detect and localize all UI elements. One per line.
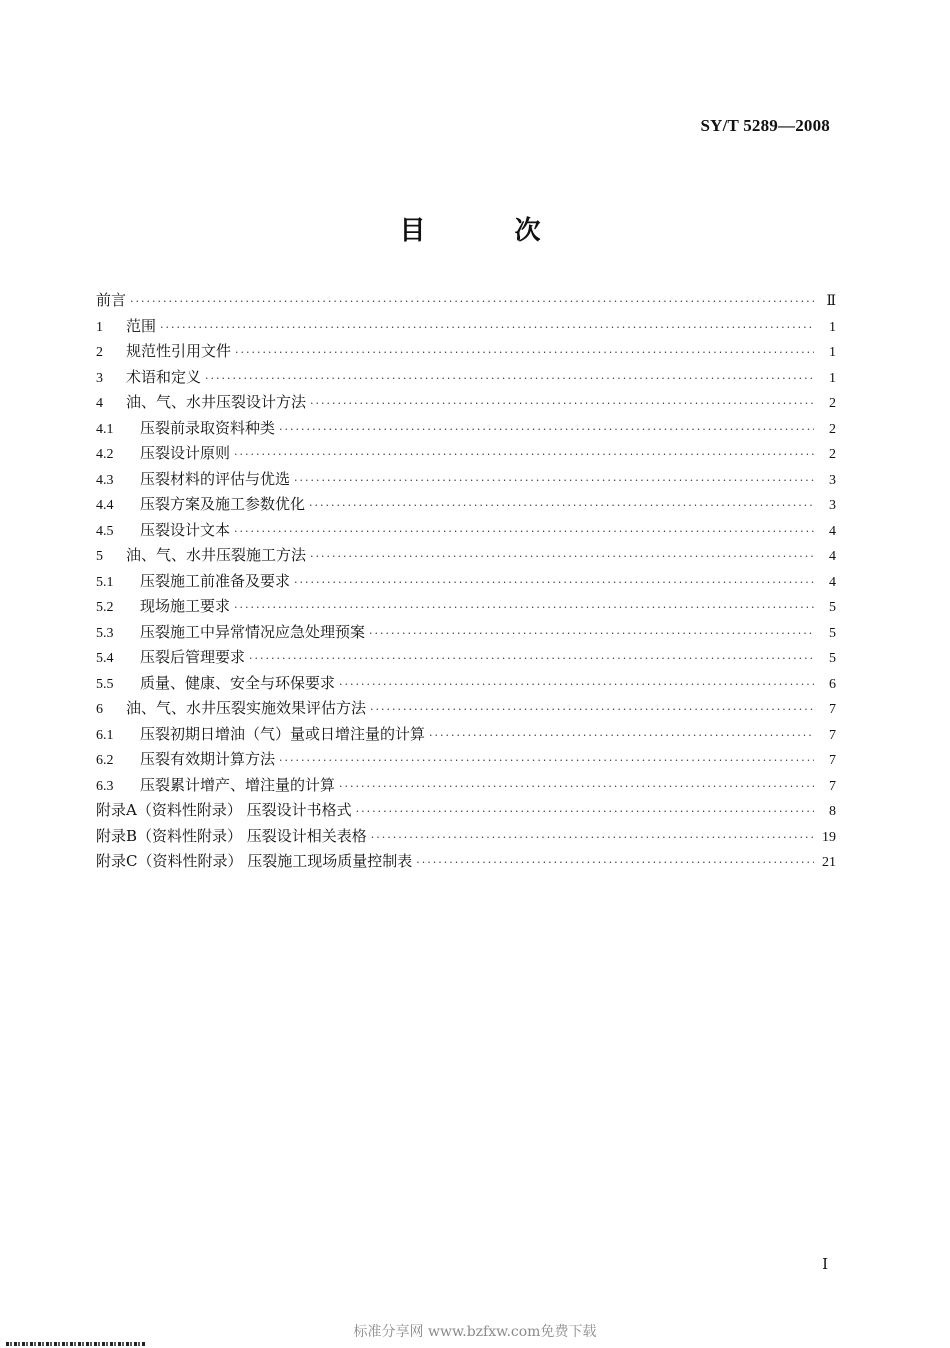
standard-code: SY/T 5289—2008	[700, 116, 830, 135]
toc-entry-number: 6.2	[96, 753, 114, 768]
toc-entry[interactable]	[96, 288, 836, 314]
toc-entry-number: 5.4	[96, 651, 114, 666]
toc-entry-page: 3	[829, 472, 836, 488]
toc-leader-dots	[429, 723, 814, 749]
toc-entry-number: 4.4	[96, 498, 114, 513]
toc-entry-page: 7	[829, 778, 836, 794]
toc-entry-label: 压裂后管理要求	[140, 648, 246, 666]
toc-entry[interactable]	[96, 645, 836, 671]
toc-entry-page: 3	[829, 498, 836, 513]
toc-entry-page: 21	[822, 855, 836, 870]
toc-entry[interactable]	[96, 365, 836, 391]
toc-entry[interactable]	[96, 467, 836, 493]
toc-leader-dots	[371, 825, 814, 851]
toc-entry-number: 4.1	[96, 421, 114, 437]
toc-entry-number: 5	[96, 549, 103, 564]
toc-entry-number: 4.2	[96, 447, 114, 462]
toc-entry[interactable]	[96, 416, 836, 442]
toc-entry-page: 19	[822, 829, 836, 845]
toc-leader-dots	[294, 570, 814, 596]
toc-entry-label: 压裂前录取资料种类	[140, 418, 276, 437]
toc-entry[interactable]	[96, 339, 836, 365]
toc-entry-number: 5.5	[96, 676, 114, 692]
toc-entry-label: 油、气、水井压裂实施效果评估方法	[126, 699, 367, 717]
toc-entry-label: 术语和定义	[126, 367, 202, 386]
toc-entry-label: 压裂施工中异常情况应急处理预案	[140, 622, 366, 641]
toc-entry-label: 压裂初期日增油（气）量或日增注量的计算	[140, 724, 426, 743]
toc-leader-dots	[339, 774, 814, 800]
watermark-text: 标准分享网 www.bzfxw.com免费下载	[353, 1324, 597, 1340]
toc-entry-label: 附录B（资料性附录） 压裂设计相关表格	[96, 826, 367, 845]
toc-leader-dots	[279, 748, 814, 774]
toc-entry[interactable]	[96, 390, 836, 416]
toc-entry-number: 6.1	[96, 727, 114, 743]
toc-leader-dots	[309, 493, 814, 519]
toc-entry[interactable]	[96, 798, 836, 824]
toc-entry[interactable]	[96, 314, 836, 340]
toc-entry-page: 7	[829, 753, 836, 768]
toc-entry-number: 5.2	[96, 600, 114, 615]
toc-entry[interactable]	[96, 696, 836, 722]
toc-entry-label: 压裂材料的评估与优选	[140, 469, 291, 488]
toc-entry-label: 压裂有效期计算方法	[140, 750, 276, 768]
toc-entry-label: 压裂设计文本	[140, 520, 231, 539]
toc-leader-dots	[160, 315, 814, 341]
toc-leader-dots	[234, 595, 814, 621]
toc-entry[interactable]	[96, 824, 836, 850]
toc-entry[interactable]	[96, 747, 836, 773]
toc-entry[interactable]	[96, 620, 836, 646]
toc-leader-dots	[310, 391, 814, 417]
toc-leader-dots	[235, 340, 814, 366]
toc-entry-page: 5	[829, 625, 836, 641]
toc-entry-number: 4	[96, 396, 103, 411]
toc-entry-page: 4	[829, 549, 836, 564]
toc-leader-dots	[279, 417, 814, 443]
toc-entry-page: 2	[829, 421, 836, 437]
toc-entry-label: 油、气、水井压裂施工方法	[126, 546, 307, 564]
toc-entry-page: 2	[829, 396, 836, 411]
toc-leader-dots	[205, 366, 814, 392]
toc-entry-label: 压裂施工前准备及要求	[140, 571, 291, 590]
toc-entry-number: 4.5	[96, 523, 114, 539]
toc-leader-dots	[369, 621, 814, 647]
toc-leader-dots	[234, 519, 814, 545]
toc-leader-dots	[356, 799, 814, 825]
toc-entry-number: 6.3	[96, 778, 114, 794]
toc-entry[interactable]	[96, 671, 836, 697]
toc-entry-number: 4.3	[96, 472, 114, 488]
toc-entry-page: 5	[829, 651, 836, 666]
toc-entry[interactable]	[96, 492, 836, 518]
toc-entry-label: 油、气、水井压裂设计方法	[126, 393, 307, 411]
toc-entry-label: 附录C（资料性附录） 压裂施工现场质量控制表	[96, 852, 413, 870]
toc-entry-label: 压裂方案及施工参数优化	[140, 495, 306, 513]
toc-leader-dots	[370, 697, 814, 723]
toc-entry-label: 质量、健康、安全与环保要求	[140, 673, 336, 692]
toc-entry-page: 5	[829, 600, 836, 615]
toc-entry-label: 范围	[126, 316, 157, 335]
toc-entry[interactable]	[96, 543, 836, 569]
toc-entry-page: 7	[829, 702, 836, 717]
toc-leader-dots	[294, 468, 814, 494]
toc-entry-number: 1	[96, 319, 103, 335]
toc-entry[interactable]	[96, 518, 836, 544]
toc-entry-page: 7	[829, 727, 836, 743]
page-title: 目 次	[399, 216, 581, 246]
toc-entry-page: 6	[829, 676, 836, 692]
toc-entry-page: 1	[829, 319, 836, 335]
toc-leader-dots	[234, 442, 814, 468]
toc-entry-page: 2	[829, 447, 836, 462]
scan-artifact	[6, 1342, 146, 1346]
toc-entry-number: 5.3	[96, 625, 114, 641]
toc-entry-number: 6	[96, 702, 103, 717]
toc-entry-number: 2	[96, 345, 103, 360]
toc-entry-label: 附录A（资料性附录） 压裂设计书格式	[96, 801, 352, 819]
toc-leader-dots	[310, 544, 814, 570]
toc-entry[interactable]	[96, 849, 836, 875]
toc-entry-label: 规范性引用文件	[126, 342, 232, 360]
toc-entry[interactable]	[96, 569, 836, 595]
table-of-contents	[96, 288, 836, 875]
toc-entry[interactable]	[96, 441, 836, 467]
toc-entry-page: 4	[829, 574, 836, 590]
toc-entry-label: 前言	[96, 291, 127, 309]
toc-entry[interactable]	[96, 594, 836, 620]
toc-entry-page: 4	[829, 523, 836, 539]
toc-entry[interactable]	[96, 773, 836, 799]
toc-entry-page: 1	[829, 345, 836, 360]
toc-entry-number: 5.1	[96, 574, 114, 590]
toc-entry-label: 压裂设计原则	[140, 444, 231, 462]
toc-leader-dots	[249, 646, 814, 672]
toc-leader-dots	[130, 289, 814, 315]
toc-leader-dots	[416, 850, 814, 876]
toc-entry-page: Ⅱ	[826, 294, 836, 309]
toc-entry[interactable]	[96, 722, 836, 748]
page-number: Ⅰ	[822, 1257, 828, 1273]
toc-leader-dots	[339, 672, 814, 698]
toc-entry-page: 8	[829, 804, 836, 819]
toc-entry-label: 压裂累计增产、增注量的计算	[140, 775, 336, 794]
toc-entry-number: 3	[96, 370, 103, 386]
toc-entry-label: 现场施工要求	[140, 597, 231, 615]
toc-entry-page: 1	[829, 370, 836, 386]
